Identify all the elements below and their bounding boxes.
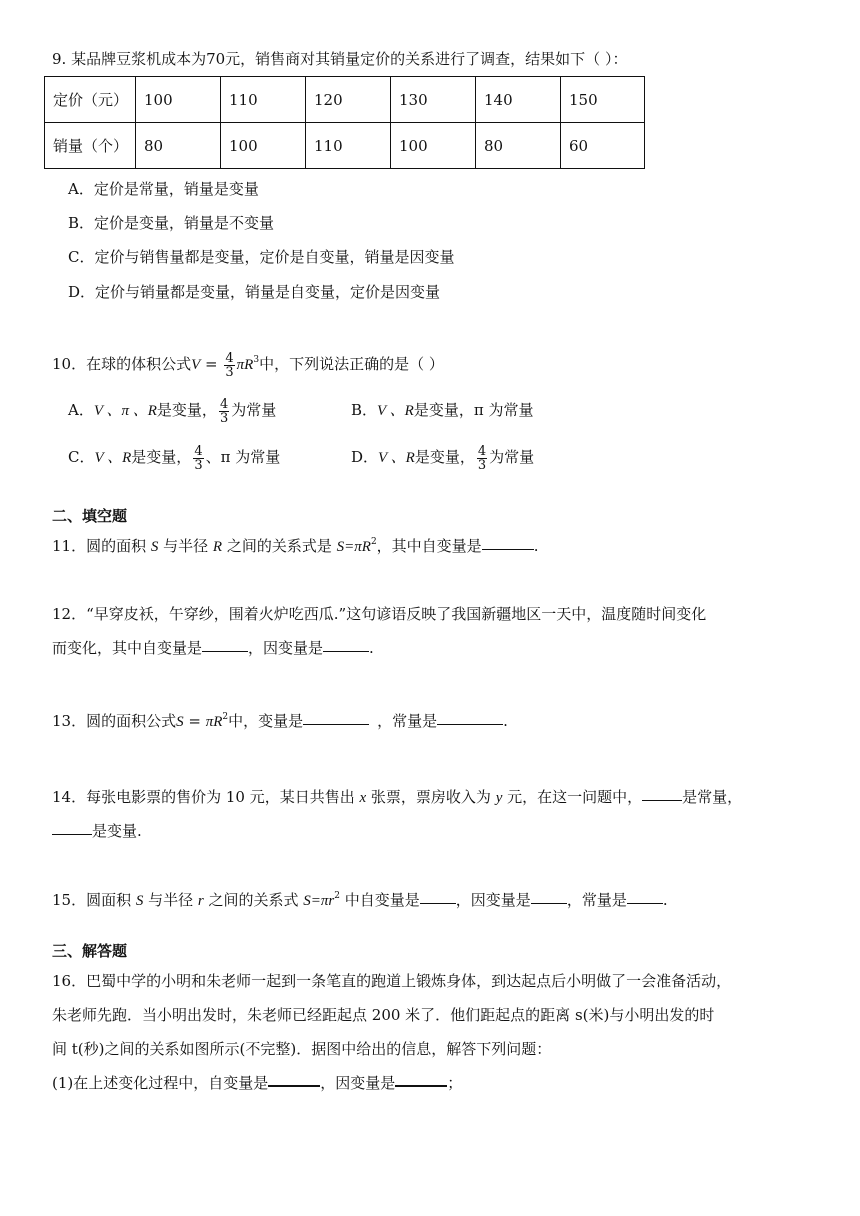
var-V: V — [191, 357, 201, 373]
q12-text: ，因变量是 — [248, 639, 324, 657]
q12-text: 而变化，其中自变量是 — [52, 639, 203, 657]
q16-line2: 朱老师先跑．当小明出发时，朱老师已经距起点 200 米了．他们距起点的距离 s(米)与小明出发的时 — [52, 1006, 715, 1024]
fraction-four-thirds — [477, 445, 487, 472]
answer-blank[interactable] — [627, 902, 663, 904]
option-const: 为常量 — [489, 448, 535, 466]
table-cell: 140 — [476, 77, 561, 123]
period: . — [369, 639, 374, 657]
option-vars: V 、R — [94, 450, 132, 466]
fraction-denominator: 3 — [225, 364, 234, 380]
q16-line1: 16．巴蜀中学的小明和朱老师一起到一条笔直的跑道上锻炼身体，到达起点后小明做了一会准备活动， — [52, 972, 732, 990]
semicolon: ； — [447, 1074, 463, 1092]
table-header-price: 定价（元） — [45, 77, 136, 123]
q10-option-c[interactable] — [68, 442, 280, 473]
option-vars: V 、R — [377, 403, 414, 419]
answer-blank[interactable] — [323, 650, 369, 652]
table-row — [45, 77, 645, 123]
q11-text: ，其中自变量是 — [376, 537, 482, 555]
table-cell: 130 — [391, 77, 476, 123]
equals-sign: = — [183, 712, 206, 730]
var-R: R — [244, 357, 254, 373]
q13 — [52, 710, 508, 731]
q15-text: ，常量是 — [566, 891, 627, 909]
q10-option-a[interactable] — [68, 395, 276, 426]
fraction-four-thirds — [193, 445, 203, 472]
var-R: R — [212, 539, 223, 555]
q15-text: 中自变量是 — [340, 891, 420, 909]
answer-blank[interactable] — [420, 902, 456, 904]
period: . — [503, 712, 508, 730]
table-cell: 80 — [476, 123, 561, 169]
option-const: 、π 为常量 — [205, 448, 281, 466]
fraction-four-thirds — [224, 352, 234, 379]
period: . — [533, 537, 539, 555]
q12-line2 — [52, 637, 374, 658]
q9-option-b[interactable]: B．定价是变量，销量是不变量 — [68, 214, 275, 232]
answer-blank[interactable] — [52, 833, 92, 835]
option-label: C． — [68, 448, 95, 466]
option-text: 是变量， — [413, 401, 474, 419]
q14-line2 — [52, 820, 142, 841]
q9-option-a[interactable]: A．定价是常量，销量是变量 — [68, 180, 259, 198]
q14-text: 14．每张电影票的售价为 10 元，某日共售出 — [52, 788, 360, 806]
var-R: R — [213, 714, 223, 730]
q9-number: 9. — [52, 50, 67, 68]
var-S: S — [176, 714, 184, 730]
q10-option-d[interactable] — [351, 442, 534, 473]
formula: S=πR — [336, 539, 371, 555]
answer-blank[interactable] — [531, 902, 567, 904]
var-x: x — [359, 790, 367, 806]
var-r: r — [197, 893, 204, 909]
formula: S=πr — [303, 893, 335, 909]
table-cell: 120 — [306, 77, 391, 123]
q15-text: ，因变量是 — [455, 891, 531, 909]
answer-blank[interactable] — [202, 650, 248, 652]
q10-option-b[interactable] — [351, 395, 534, 426]
q9-stem — [52, 48, 627, 69]
q14-text: 是常量， — [682, 788, 743, 806]
option-label: D． — [351, 448, 379, 466]
fraction-numerator: 4 — [194, 443, 203, 459]
q10-suffix: 中，下列说法正确的是（ ） — [259, 355, 444, 373]
var-S: S — [150, 539, 159, 555]
q9-option-d[interactable]: D．定价与销量都是变量，销量是自变量，定价是因变量 — [68, 283, 441, 301]
option-vars: V 、R — [378, 450, 415, 466]
exponent: 2 — [370, 537, 377, 547]
q13-text: 13．圆的面积公式 — [52, 712, 177, 730]
table-cell: 150 — [561, 77, 645, 123]
q10-stem — [52, 345, 444, 380]
table-cell: 100 — [221, 123, 306, 169]
q15-text: 与半径 — [143, 891, 198, 909]
answer-blank[interactable] — [437, 723, 503, 725]
table-row — [45, 123, 645, 169]
fraction-numerator: 4 — [219, 396, 229, 412]
q16-text: ，因变量是 — [320, 1074, 396, 1092]
table-cell: 60 — [561, 123, 645, 169]
q9-text: 某品牌豆浆机成本为70元，销售商对其销量定价的关系进行了调查，结果如下（ ）： — [71, 50, 628, 68]
price-sales-table — [44, 76, 645, 169]
option-label: A． — [68, 401, 94, 419]
q16-text: (1)在上述变化过程中，自变量是 — [52, 1074, 269, 1092]
fraction-four-thirds — [219, 398, 229, 425]
table-header-sales: 销量（个） — [45, 123, 136, 169]
option-text: 是变量， — [414, 448, 475, 466]
fraction-numerator: 4 — [477, 443, 487, 459]
answer-blank[interactable] — [395, 1084, 447, 1087]
exponent: 2 — [334, 891, 341, 901]
q14-text: 元，在这一问题中， — [502, 788, 643, 806]
section-solve: 三、解答题 — [52, 942, 128, 960]
table-cell: 100 — [136, 77, 221, 123]
section-fill-in-blank: 二、填空题 — [52, 507, 128, 525]
var-y: y — [495, 790, 503, 806]
answer-blank[interactable] — [303, 723, 369, 725]
fraction-denominator: 3 — [477, 457, 487, 473]
equals-sign: = — [200, 355, 223, 373]
option-const: 为常量 — [231, 401, 277, 419]
table-cell: 100 — [391, 123, 476, 169]
exponent: 2 — [222, 712, 229, 722]
q13-text: ，常量是 — [377, 712, 438, 730]
answer-blank[interactable] — [642, 799, 682, 801]
q15-text: 之间的关系式 — [203, 891, 304, 909]
q14-text: 是变量. — [92, 822, 142, 840]
table-cell: 80 — [136, 123, 221, 169]
exponent: 3 — [253, 355, 260, 365]
pi-symbol: π — [205, 714, 214, 730]
table-cell: 110 — [221, 77, 306, 123]
var-S: S — [135, 893, 144, 909]
answer-blank[interactable] — [482, 548, 534, 550]
pi-symbol: π — [236, 357, 245, 373]
q15-text: 15．圆面积 — [52, 891, 136, 909]
option-text: 是变量， — [131, 448, 192, 466]
q14-text: 张票，票房收入为 — [366, 788, 496, 806]
table-cell: 110 — [306, 123, 391, 169]
q14-line1 — [52, 786, 742, 807]
option-text: 是变量， — [156, 401, 217, 419]
q15 — [52, 889, 668, 910]
fraction-numerator: 4 — [225, 350, 234, 366]
q10-prefix: 10．在球的体积公式 — [52, 355, 192, 373]
q12-line1: 12．“早穿皮袄，午穿纱，围着火炉吃西瓜.”这句谚语反映了我国新疆地区一天中，温度随时间变化 — [52, 605, 707, 623]
q11-text: 之间的关系式是 — [222, 537, 337, 555]
option-vars: V 、π 、R — [93, 403, 157, 419]
q11 — [52, 535, 538, 556]
q11-text: 与半径 — [158, 537, 213, 555]
period: . — [662, 891, 668, 909]
q13-text: 中，变量是 — [228, 712, 304, 730]
fraction-denominator: 3 — [194, 457, 203, 473]
fraction-denominator: 3 — [219, 410, 229, 426]
answer-blank[interactable] — [268, 1084, 320, 1087]
q11-text: 11．圆的面积 — [52, 537, 151, 555]
q16-line3: 间 t(秒)之间的关系如图所示(不完整)．据图中给出的信息，解答下列问题： — [52, 1040, 552, 1058]
option-const: π 为常量 — [473, 401, 534, 419]
option-label: B． — [351, 401, 378, 419]
q16-sub1 — [52, 1072, 462, 1093]
q9-option-c[interactable]: C．定价与销售量都是变量，定价是自变量，销量是因变量 — [68, 248, 455, 266]
